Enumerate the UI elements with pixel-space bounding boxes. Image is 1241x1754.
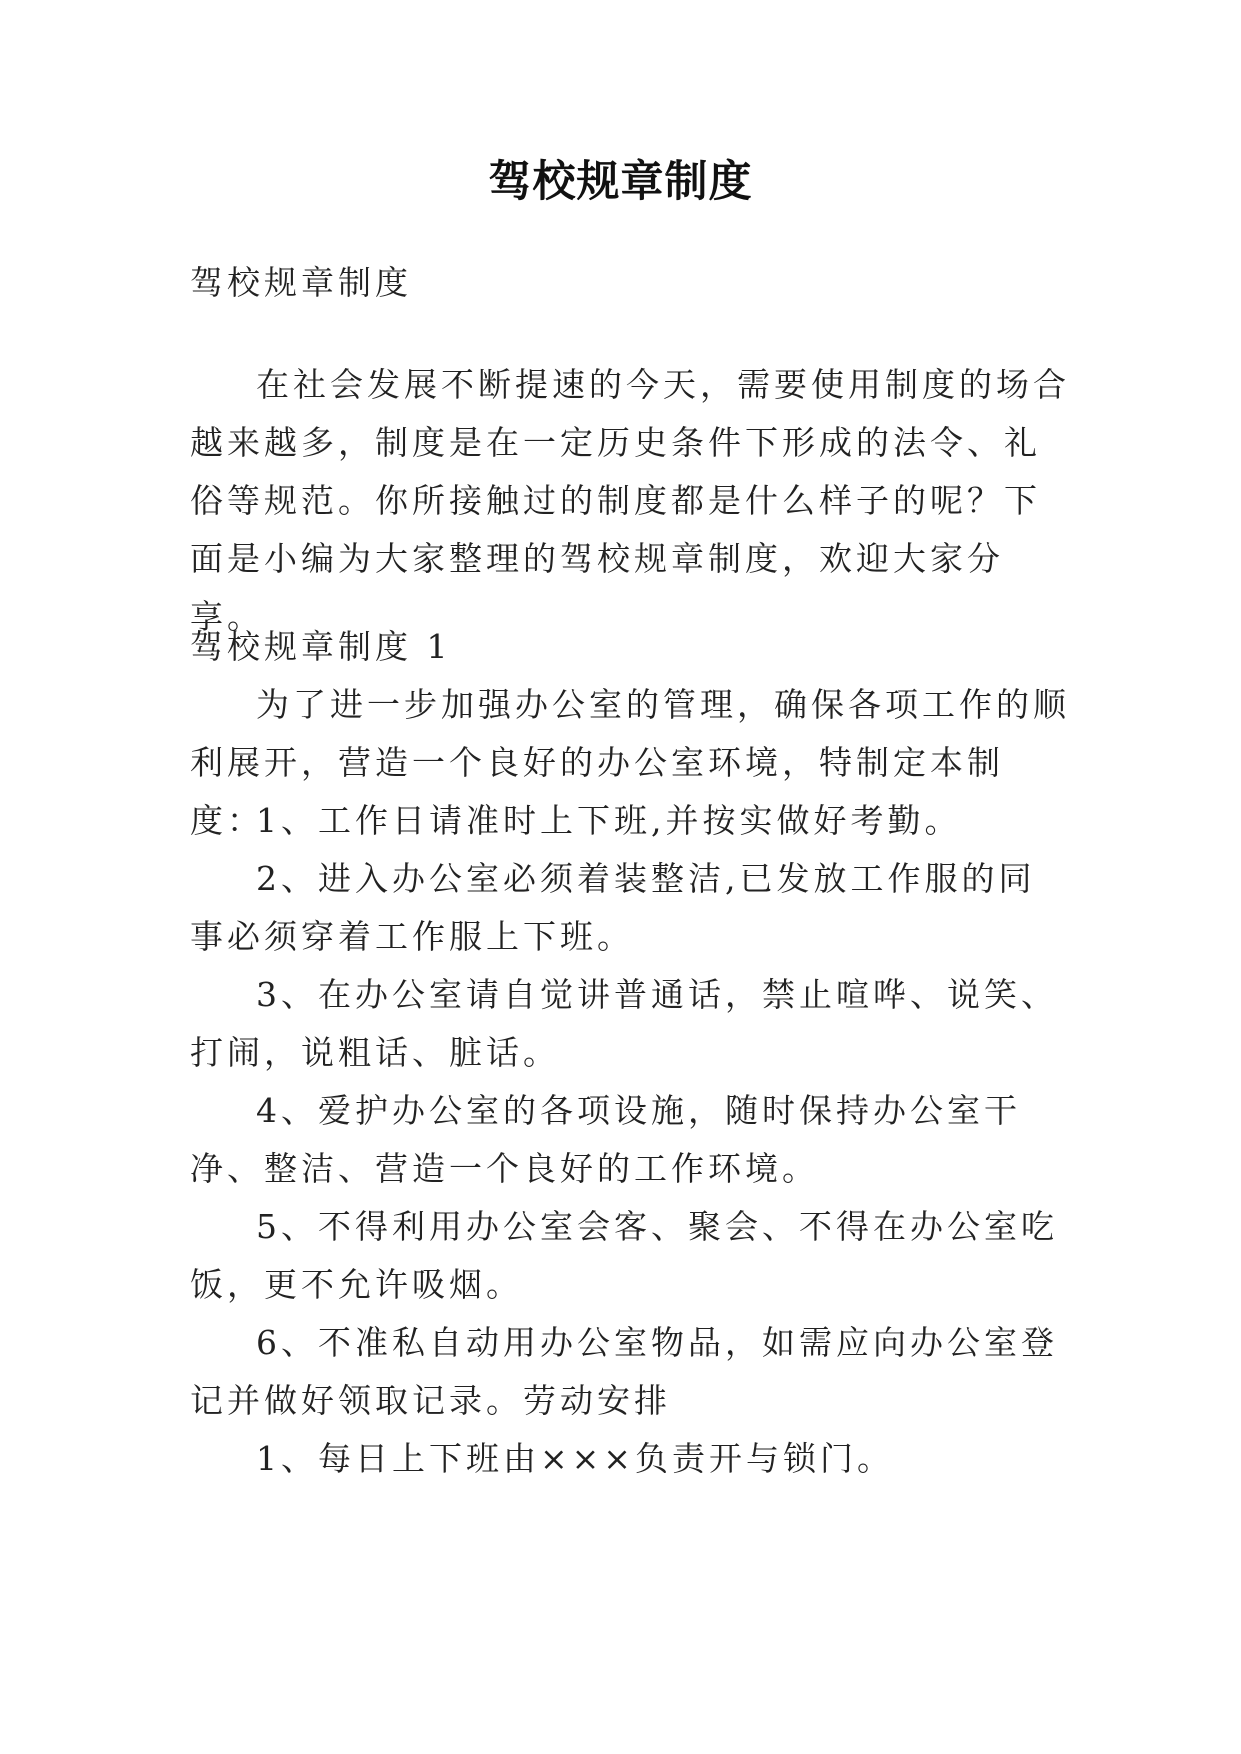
rule-item: 1、工作日请准时上下班,并按实做好考勤。: [256, 801, 962, 840]
section-intro-paragraph: 为了进一步加强办公室的管理，确保各项工作的顺利展开，营造一个良好的办公室环境，特制定本制度：: [190, 685, 1070, 840]
intro-paragraph: 在社会发展不断提速的今天，需要使用制度的场合越来越多，制度是在一定历史条件下形成的法令、礼俗等规范。你所接触过的制度都是什么样子的呢？下面是小编为大家整理的驾校规章制度，欢迎大家分享。: [190, 365, 1070, 636]
rule-item: 4、爱护办公室的各项设施，随时保持办公室干净、整洁、营造一个良好的工作环境。: [190, 1091, 1021, 1188]
section-heading: 驾校规章制度 1: [190, 627, 452, 666]
rule-item: 1、每日上下班由×××负责开与锁门。: [256, 1439, 894, 1478]
document-subtitle: 驾校规章制度: [190, 263, 412, 302]
rule-item: 2、进入办公室必须着装整洁,已发放工作服的同事必须穿着工作服上下班。: [190, 859, 1036, 956]
rule-item: 3、在办公室请自觉讲普通话，禁止喧哗、说笑、打闹，说粗话、脏话。: [190, 975, 1058, 1072]
document-title: 驾校规章制度: [488, 157, 753, 207]
rule-item: 5、不得利用办公室会客、聚会、不得在办公室吃饭，更不允许吸烟。: [190, 1207, 1058, 1304]
rule-item: 6、不准私自动用办公室物品，如需应向办公室登记并做好领取记录。劳动安排: [190, 1323, 1058, 1420]
